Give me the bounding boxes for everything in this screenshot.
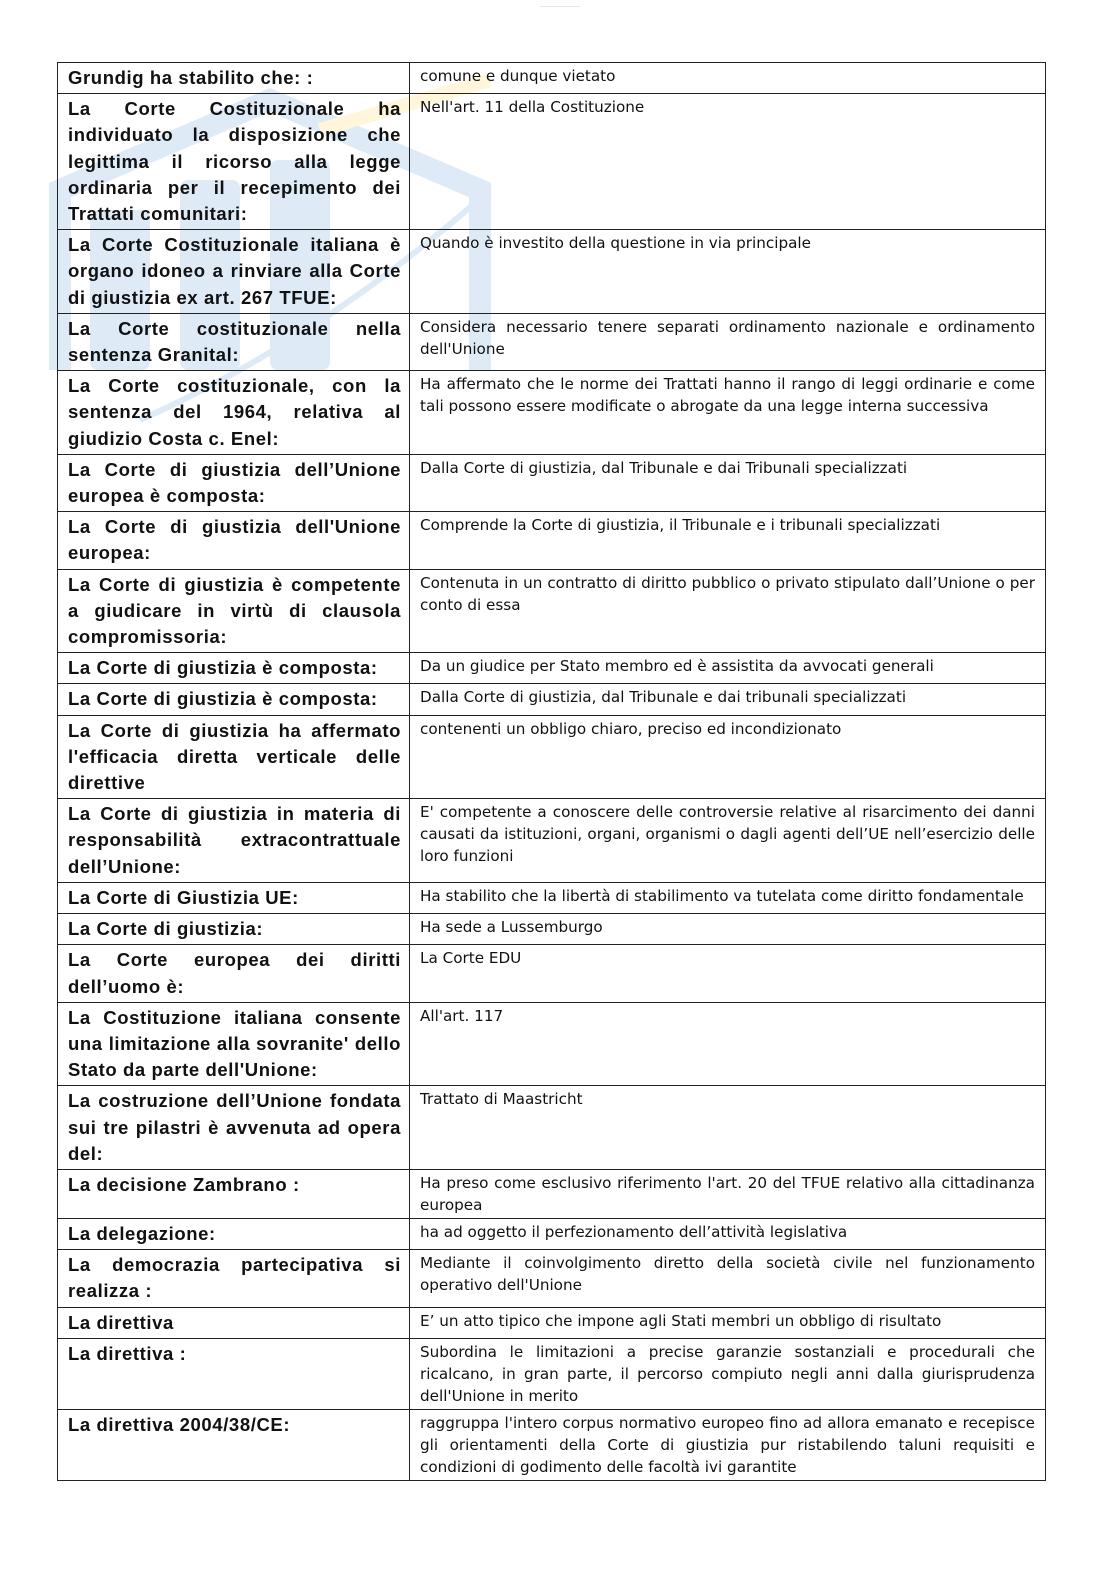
answer-cell: ha ad oggetto il perfezionamento dell’attività legislativa: [410, 1218, 1046, 1249]
question-cell: La direttiva 2004/38/CE:: [58, 1409, 410, 1480]
question-cell: La Corte di giustizia ha affermato l'efficacia diretta verticale delle direttive: [58, 715, 410, 799]
answer-cell: Ha affermato che le norme dei Trattati hanno il rango di leggi ordinarie e come tali possono essere modificate o abrogate da una legge interna successiva: [410, 371, 1046, 455]
answer-cell: E’ un atto tipico che impone agli Stati membri un obbligo di risultato: [410, 1307, 1046, 1338]
answer-cell: Mediante il coinvolgimento diretto della società civile nel funzionamento operativo dell'Unione: [410, 1250, 1046, 1307]
answer-cell: Ha preso come esclusivo riferimento l'art. 20 del TFUE relativo alla cittadinanza europea: [410, 1169, 1046, 1218]
table-row: [58, 799, 1046, 883]
question-cell: La Corte di giustizia è composta:: [58, 653, 410, 684]
answer-cell: Dalla Corte di giustizia, dal Tribunale e dai tribunali specializzati: [410, 684, 1046, 715]
question-cell: La delegazione:: [58, 1218, 410, 1249]
table-row: [58, 512, 1046, 569]
table-row: [58, 1218, 1046, 1249]
header-mark: [540, 0, 580, 7]
table-row: [58, 715, 1046, 799]
table-row: [58, 94, 1046, 230]
table-row: [58, 684, 1046, 715]
table-row: [58, 569, 1046, 653]
question-cell: La Corte europea dei diritti dell’uomo è:: [58, 945, 410, 1002]
answer-cell: Ha stabilito che la libertà di stabilimento va tutelata come diritto fondamentale: [410, 882, 1046, 913]
question-cell: La Corte costituzionale nella sentenza Granital:: [58, 313, 410, 370]
question-cell: Grundig ha stabilito che: :: [58, 63, 410, 94]
question-cell: La direttiva: [58, 1307, 410, 1338]
question-cell: La Corte di giustizia è composta:: [58, 684, 410, 715]
answer-cell: Dalla Corte di giustizia, dal Tribunale e dai Tribunali specializzati: [410, 454, 1046, 511]
answer-cell: Quando è investito della questione in via principale: [410, 230, 1046, 314]
answer-cell: Trattato di Maastricht: [410, 1086, 1046, 1170]
table-row: [58, 1002, 1046, 1086]
answer-cell: Considera necessario tenere separati ordinamento nazionale e ordinamento dell'Unione: [410, 313, 1046, 370]
table-row: [58, 371, 1046, 455]
question-cell: La Corte Costituzionale ha individuato la disposizione che legittima il ricorso alla legge ordinaria per il recepimento dei Trattati comunitari:: [58, 94, 410, 230]
question-cell: La democrazia partecipativa si realizza :: [58, 1250, 410, 1307]
table-row: [58, 1338, 1046, 1409]
table-row: [58, 313, 1046, 370]
question-cell: La Corte di giustizia:: [58, 914, 410, 945]
question-cell: La Corte di giustizia in materia di responsabilità extracontrattuale dell’Unione:: [58, 799, 410, 883]
table-row: [58, 653, 1046, 684]
answer-cell: comune e dunque vietato: [410, 63, 1046, 94]
answer-cell: Nell'art. 11 della Costituzione: [410, 94, 1046, 230]
question-cell: La Costituzione italiana consente una limitazione alla sovranite' dello Stato da parte dell'Unione:: [58, 1002, 410, 1086]
answer-cell: E' competente a conoscere delle controversie relative al risarcimento dei danni causati da istituzioni, organi, organismi o dagli agenti dell’UE nell’esercizio delle loro funzioni: [410, 799, 1046, 883]
answer-cell: Comprende la Corte di giustizia, il Tribunale e i tribunali specializzati: [410, 512, 1046, 569]
answer-cell: La Corte EDU: [410, 945, 1046, 1002]
question-cell: La Corte di giustizia dell’Unione europea è composta:: [58, 454, 410, 511]
qa-table: [57, 62, 1046, 1481]
question-cell: La Corte Costituzionale italiana è organo idoneo a rinviare alla Corte di giustizia ex art. 267 TFUE:: [58, 230, 410, 314]
question-cell: La direttiva :: [58, 1338, 410, 1409]
answer-cell: Subordina le limitazioni a precise garanzie sostanziali e procedurali che ricalcano, in gran parte, il percorso compiuto negli anni dalla giurisprudenza dell'Unione in merito: [410, 1338, 1046, 1409]
table-row: [58, 454, 1046, 511]
question-cell: La Corte costituzionale, con la sentenza del 1964, relativa al giudizio Costa c. Enel:: [58, 371, 410, 455]
table-row: [58, 945, 1046, 1002]
question-cell: La decisione Zambrano :: [58, 1169, 410, 1218]
table-row: [58, 1307, 1046, 1338]
table-row: [58, 63, 1046, 94]
answer-cell: All'art. 117: [410, 1002, 1046, 1086]
question-cell: La costruzione dell’Unione fondata sui tre pilastri è avvenuta ad opera del:: [58, 1086, 410, 1170]
question-cell: La Corte di giustizia è competente a giudicare in virtù di clausola compromissoria:: [58, 569, 410, 653]
table-row: [58, 1409, 1046, 1480]
question-cell: La Corte di giustizia dell'Unione europea:: [58, 512, 410, 569]
answer-cell: Ha sede a Lussemburgo: [410, 914, 1046, 945]
answer-cell: raggruppa l'intero corpus normativo europeo fino ad allora emanato e recepisce gli orientamenti della Corte di giustizia pur ristabilendo taluni requisiti e condizioni di godimento delle facoltà ivi garantite: [410, 1409, 1046, 1480]
table-row: [58, 1169, 1046, 1218]
answer-cell: contenenti un obbligo chiaro, preciso ed incondizionato: [410, 715, 1046, 799]
table-row: [58, 1086, 1046, 1170]
table-row: [58, 882, 1046, 913]
table-row: [58, 914, 1046, 945]
answer-cell: Contenuta in un contratto di diritto pubblico o privato stipulato dall’Unione o per conto di essa: [410, 569, 1046, 653]
table-row: [58, 1250, 1046, 1307]
table-row: [58, 230, 1046, 314]
question-cell: La Corte di Giustizia UE:: [58, 882, 410, 913]
answer-cell: Da un giudice per Stato membro ed è assistita da avvocati generali: [410, 653, 1046, 684]
